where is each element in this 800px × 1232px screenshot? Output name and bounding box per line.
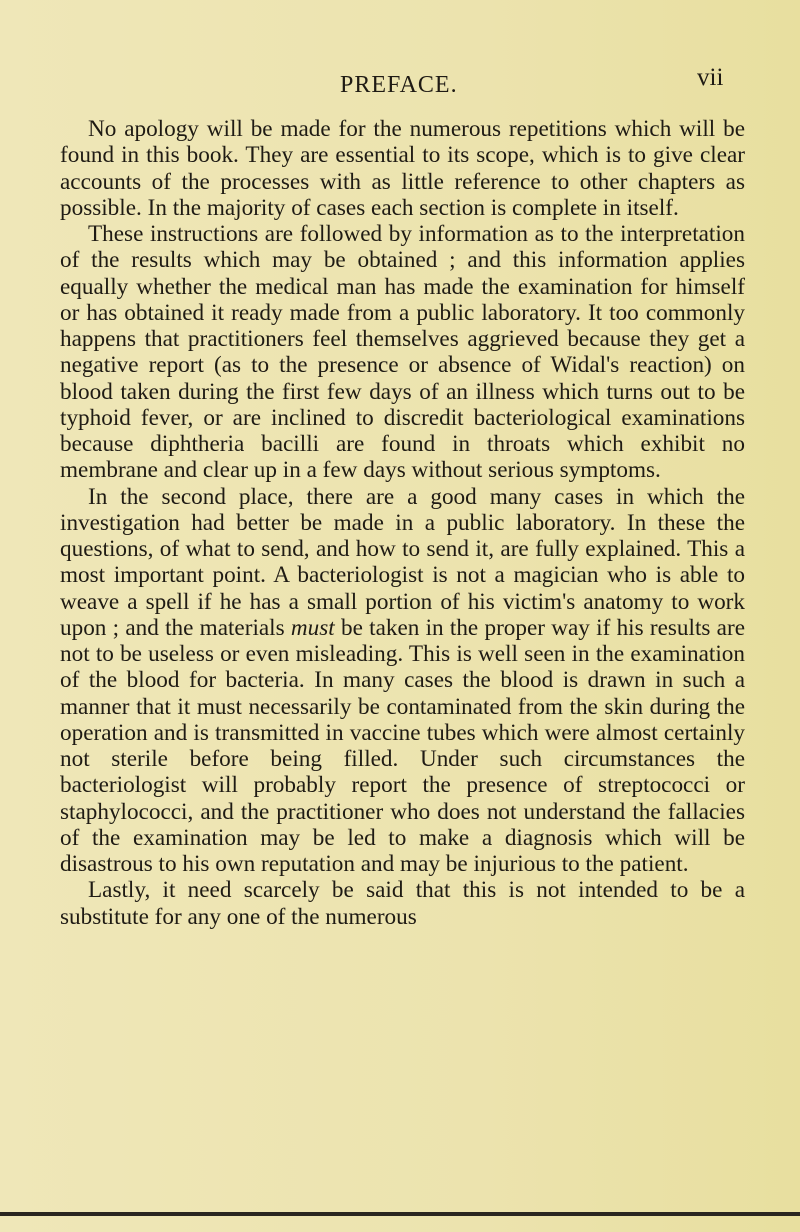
emphasis-must: must xyxy=(290,614,335,641)
paragraph-3-text-before: In the second place, there are a good many cases in which the investigation had better be made in a public laboratory. In these the questions, of what to send, and how to send it, are fully explained. This a most important point. A bacteriologist is not a magician who is able to weave a spell if he has a small portion of his victim's anatomy to work upon ; and the materials xyxy=(60,483,745,641)
running-title: PREFACE. xyxy=(340,72,458,98)
paragraph-4: Lastly, it need scarcely be said that this is not intended to be a substitute for any one of the numerous xyxy=(60,877,745,930)
page-number: vii xyxy=(697,64,724,91)
paragraph-3-text-after: be taken in the proper way if his results are not to be useless or even misleading. This is well seen in the examination of the blood for bacteria. In many cases the blood is drawn in such a manner that it must necessarily be contaminated from the skin during the operation and is transmitted in vaccine tubes which were almost certainly not sterile before being filled. Under such circumstances the bacteriologist will probably report the presence of streptococci or staphylococci, and the practitioner who does not understand the fallacies of the examination may be led to make a diagnosis which will be disastrous to his own reputation and may be injurious to the patient. xyxy=(60,614,745,877)
bottom-rule xyxy=(0,1212,800,1216)
preface-body xyxy=(60,116,745,930)
paragraph-2: These instructions are followed by information as to the interpretation of the results which may be obtained ; and this information applies equally whether the medical man has made the examination for himself or has obtained it ready made from a public laboratory. It too commonly happens that practitioners feel themselves aggrieved because they get a negative report (as to the presence or absence of Widal's reaction) on blood taken during the first few days of an illness which turns out to be typhoid fever, or are inclined to discredit bacteriological examinations because diphtheria bacilli are found in throats which exhibit no membrane and clear up in a few days without serious symptoms. xyxy=(60,221,745,484)
page-header xyxy=(0,58,800,98)
paragraph-3 xyxy=(60,484,745,878)
paragraph-1: No apology will be made for the numerous repetitions which will be found in this book. They are essential to its scope, which is to give clear accounts of the processes with as little reference to other chapters as possible. In the majority of cases each section is complete in itself. xyxy=(60,116,745,221)
